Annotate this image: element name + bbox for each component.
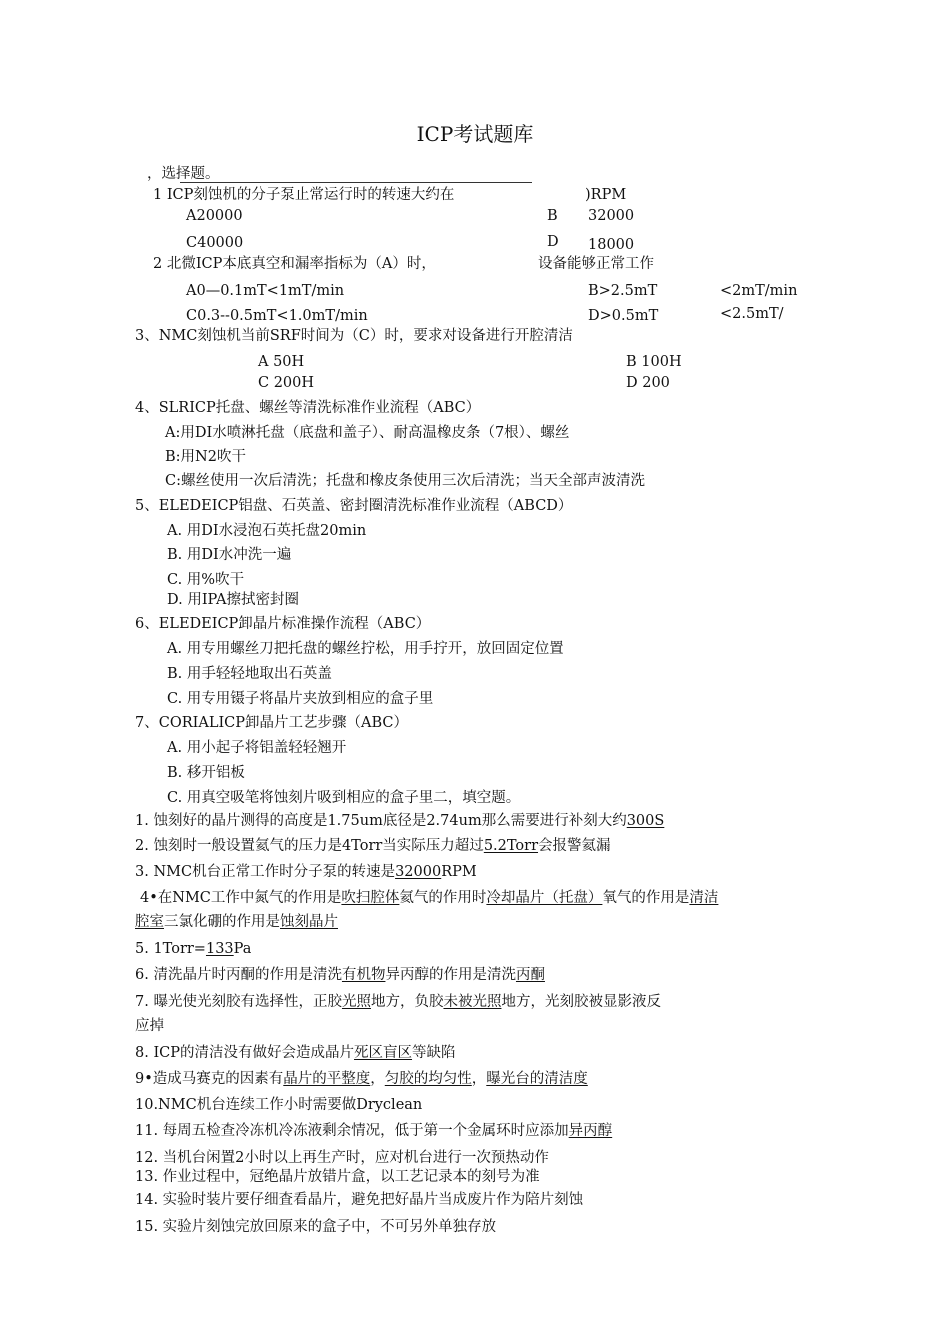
q7-option-a: A. 用小起子将铝盖轻轻翘开	[167, 740, 347, 756]
q2-option-b-tail: <2mT/min	[720, 283, 798, 299]
fill-6-answer-1: 有机物	[341, 967, 386, 983]
q5-text: 5、ELEDEICP铝盘、石英盖、密封圈清洗标准作业流程（ABCD）	[135, 498, 573, 514]
fill-11-answer: 异丙醇	[568, 1123, 613, 1139]
fill-4-answer-4: 蚀刻晶片	[280, 914, 338, 930]
fill-13: 13. 作业过程中，冠绝晶片放错片盒，以工艺记录本的刻号为准	[135, 1169, 540, 1185]
fill-2-answer: 5.2Torr	[483, 838, 539, 854]
q1-option-d: 18000	[588, 237, 635, 253]
q2-option-b: B>2.5mT	[588, 283, 658, 299]
q1-option-b-letter: B	[547, 208, 558, 224]
fill-5-text: 5. 1Torr=	[135, 941, 206, 957]
q2-tail: 设备能够正常工作	[538, 256, 654, 272]
fill-8	[135, 1044, 456, 1062]
q4-option-b: B:用N2吹干	[165, 449, 246, 465]
q1-option-b: 32000	[588, 208, 635, 224]
q2-option-c: C0.3--0.5mT<1.0mT/min	[186, 308, 368, 324]
q1-option-c: C40000	[186, 235, 244, 251]
fill-6	[135, 966, 545, 984]
fill-4-line1	[140, 889, 718, 907]
fill-4-text-1: 4•在NMC工作中氮气的作用是	[140, 890, 342, 906]
q2-option-d-tail: <2.5mT/	[720, 306, 784, 322]
fill-7-line1	[135, 993, 661, 1011]
q2-option-d: D>0.5mT	[588, 308, 659, 324]
fill-7-line2: 应掉	[135, 1018, 164, 1034]
q3-option-c: C 200H	[258, 375, 315, 391]
q4-text: 4、SLRICP托盘、螺丝等清洗标准作业流程（ABC）	[135, 400, 481, 416]
fill-6-text-1: 6. 清洗晶片时丙酮的作用是清洗	[135, 967, 342, 983]
fill-7-answer-2: 未被光照	[443, 994, 502, 1010]
q1-option-a: A20000	[186, 208, 243, 224]
fill-1-text: 1. 蚀刻好的晶片测得的高度是1.75um底径是2.74um那么需要进行补刻大约	[135, 813, 627, 829]
fill-7-text-2: 地方，负胶	[370, 994, 444, 1010]
fill-2-text: 2. 蚀刻时一般设置氦气的压力是4Torr当实际压力超过	[135, 838, 484, 854]
fill-9-answer-2: 匀胶的均匀性	[384, 1071, 472, 1087]
q5-option-d: D. 用IPA擦拭密封圈	[167, 592, 299, 608]
q5-option-b: B. 用DI水冲洗一遍	[167, 547, 292, 563]
fill-11-text: 11. 每周五检查冷冻机冷冻液剩余情况，低于第一个金属环时应添加	[135, 1123, 569, 1139]
fill-9-sep-1: ，	[370, 1071, 385, 1087]
fill-10: 10.NMC机台连续工作小时需要做Dryclean	[135, 1097, 423, 1113]
fill-9-answer-3: 曝光台的清洁度	[486, 1071, 588, 1087]
fill-4-answer-1: 吹扫腔体	[341, 890, 400, 906]
fill-4-answer-3b: 腔室	[135, 914, 164, 930]
fill-5-answer: 133	[205, 941, 234, 957]
fill-12: 12. 当机台闲置2小时以上再生产时，应对机台进行一次预热动作	[135, 1150, 549, 1166]
fill-2-tail: 会报警氦漏	[538, 838, 611, 854]
page-title: ICP考试题库	[416, 122, 534, 146]
q4-option-a: A:用DI水喷淋托盘（底盘和盖子）、耐高温橡皮条（7根）、螺丝	[165, 425, 570, 441]
q5-option-a: A. 用DI水浸泡石英托盘20min	[167, 523, 367, 539]
fill-11	[135, 1122, 612, 1140]
q1-text: 1 ICP刻蚀机的分子泵止常运行时的转速大约在	[153, 187, 455, 203]
q6-option-c: C. 用专用镊子将晶片夹放到相应的盒子里	[167, 691, 434, 707]
fill-1-answer: 300S	[626, 813, 665, 829]
q6-option-a: A. 用专用螺丝刀把托盘的螺丝拧松，用手拧开，放回固定位置	[167, 641, 564, 657]
fill-6-text-2: 异丙醇的作用是清洗	[385, 967, 516, 983]
fill-2	[135, 837, 611, 855]
fill-4-answer-3: 清洁	[689, 890, 719, 906]
q5-option-c: C. 用%吹干	[167, 572, 245, 588]
fill-6-answer-2: 丙酮	[515, 967, 545, 983]
fill-4-text-2: 氦气的作用时	[399, 890, 487, 906]
fill-4-line2	[135, 913, 338, 931]
q4-option-c: C:螺丝使用一次后清洗；托盘和橡皮条使用三次后清洗；当天全部声波清洗	[165, 473, 645, 489]
q7-text: 7、CORIALICP卸晶片工艺步骤（ABC）	[135, 715, 409, 731]
q3-option-a: A 50H	[258, 354, 305, 370]
fill-1	[135, 812, 664, 830]
fill-5-tail: Pa	[233, 941, 252, 957]
fill-4-text-4: 三氯化硼的作用是	[164, 914, 280, 930]
fill-4-answer-2: 冷却晶片（托盘）	[486, 890, 603, 906]
fill-8-text: 8. ICP的清洁没有做好会造成晶片	[135, 1045, 355, 1061]
q6-option-b: B. 用手轻轻地取出石英盖	[167, 666, 332, 682]
q1-option-d-letter: D	[547, 234, 559, 250]
fill-14: 14. 实验时装片要仔细査看晶片，避免把好晶片当成废片作为陪片刻蚀	[135, 1192, 584, 1208]
fill-8-tail: 等缺陷	[412, 1045, 456, 1061]
q2-option-a: A0—0.1mT<1mT/min	[186, 283, 345, 299]
fill-7-answer-1: 光照	[341, 994, 371, 1010]
fill-4-text-3: 氧气的作用是	[602, 890, 690, 906]
divider	[180, 182, 532, 183]
q1-unit: )RPM	[585, 187, 627, 203]
fill-5	[135, 940, 251, 958]
fill-9-sep-2: ，	[471, 1071, 487, 1087]
q6-text: 6、ELEDEICP卸晶片标准操作流程（ABC）	[135, 616, 431, 632]
q3-text: 3、NMC刻蚀机当前SRF时间为（C）时，要求对设备进行开腔清洁	[135, 328, 573, 344]
fill-7-text-1: 7. 曝光使光刻胶有选择性，正胶	[135, 994, 342, 1010]
q7-option-b: B. 移开铝板	[167, 765, 245, 781]
fill-9-answer-1: 晶片的平整度	[283, 1071, 371, 1087]
q7-option-c: C. 用真空吸笔将蚀刻片吸到相应的盒子里二，填空题。	[167, 790, 521, 806]
q3-option-d: D 200	[626, 375, 670, 391]
q2-text: 2 北微ICP本底真空和漏率指标为（A）时，	[153, 256, 436, 272]
q3-option-b: B 100H	[626, 354, 682, 370]
fill-9	[135, 1070, 588, 1088]
fill-3-answer: 32000	[395, 864, 442, 880]
fill-9-text: 9•造成马赛克的因素有	[135, 1071, 284, 1087]
fill-3-text: 3. NMC机台正常工作时分子泵的转速是	[135, 864, 396, 880]
fill-3-tail: RPM	[441, 864, 477, 880]
fill-3	[135, 863, 477, 881]
fill-8-answer: 死区盲区	[354, 1045, 413, 1061]
section-choice-heading: ，选择题。	[147, 166, 220, 182]
fill-15: 15. 实验片刻蚀完放回原来的盒子中，不可另外单独存放	[135, 1219, 497, 1235]
fill-7-text-3: 地方，光刻胶被显影液反	[501, 994, 661, 1010]
